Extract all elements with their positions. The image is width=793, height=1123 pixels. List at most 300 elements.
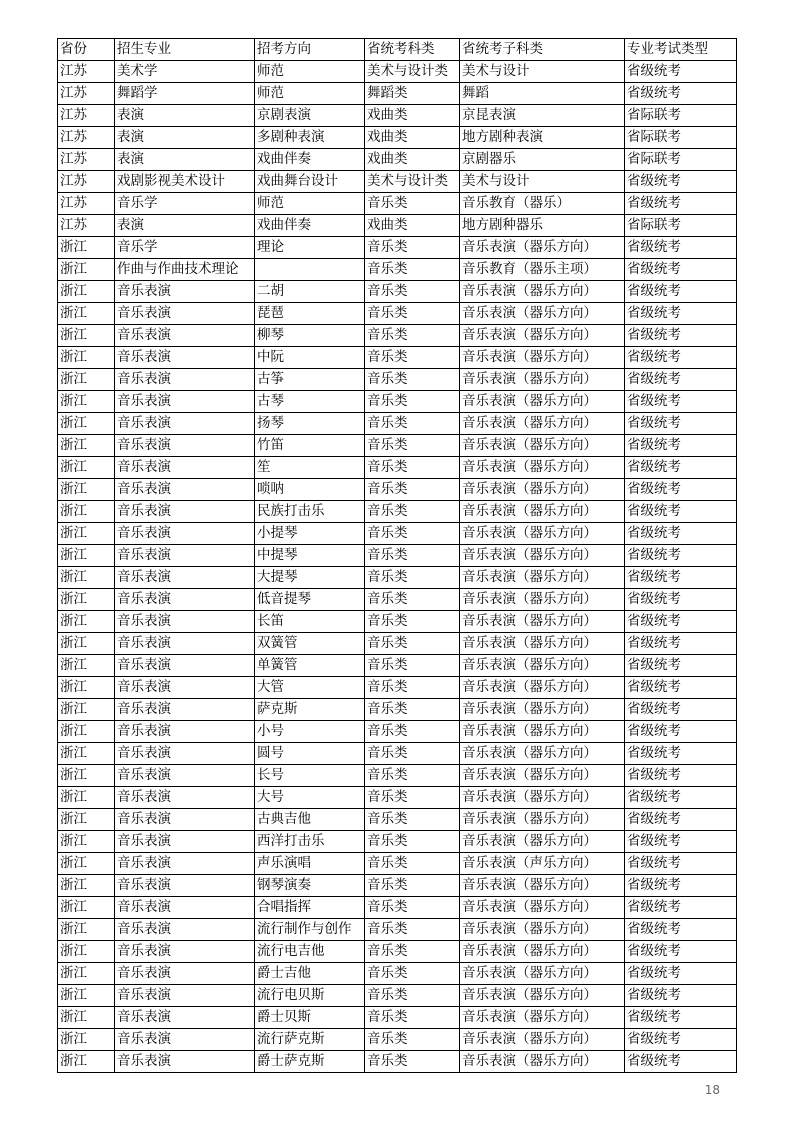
cell-exam-type: 省级统考 (625, 699, 737, 721)
cell-exam-category: 音乐类 (365, 545, 460, 567)
cell-exam-type: 省级统考 (625, 875, 737, 897)
cell-exam-category: 音乐类 (365, 391, 460, 413)
cell-major: 音乐表演 (115, 919, 255, 941)
admissions-table (57, 38, 737, 1073)
cell-direction: 理论 (255, 237, 365, 259)
cell-exam-type: 省级统考 (625, 259, 737, 281)
cell-province: 江苏 (58, 193, 115, 215)
cell-direction: 圆号 (255, 743, 365, 765)
cell-major: 音乐表演 (115, 611, 255, 633)
cell-exam-subcategory: 音乐表演（器乐方向） (460, 391, 625, 413)
cell-exam-type: 省级统考 (625, 919, 737, 941)
cell-exam-category: 音乐类 (365, 1029, 460, 1051)
cell-major: 戏剧影视美术设计 (115, 171, 255, 193)
cell-province: 浙江 (58, 281, 115, 303)
cell-exam-subcategory: 音乐表演（器乐方向） (460, 1007, 625, 1029)
cell-direction: 单簧管 (255, 655, 365, 677)
table-row (58, 853, 737, 875)
cell-direction: 二胡 (255, 281, 365, 303)
cell-exam-type: 省级统考 (625, 413, 737, 435)
cell-exam-type: 省级统考 (625, 743, 737, 765)
cell-exam-type: 省级统考 (625, 589, 737, 611)
cell-direction: 古筝 (255, 369, 365, 391)
cell-exam-type: 省际联考 (625, 105, 737, 127)
cell-province: 江苏 (58, 61, 115, 83)
table-row (58, 479, 737, 501)
cell-exam-type: 省级统考 (625, 1029, 737, 1051)
cell-exam-category: 音乐类 (365, 897, 460, 919)
cell-major: 音乐表演 (115, 875, 255, 897)
cell-province: 浙江 (58, 325, 115, 347)
cell-exam-subcategory: 音乐表演（器乐方向） (460, 523, 625, 545)
cell-exam-category: 音乐类 (365, 1007, 460, 1029)
cell-exam-category: 音乐类 (365, 347, 460, 369)
cell-exam-subcategory: 音乐表演（器乐方向） (460, 435, 625, 457)
cell-direction: 师范 (255, 193, 365, 215)
table-row (58, 545, 737, 567)
cell-exam-category: 音乐类 (365, 633, 460, 655)
cell-direction: 合唱指挥 (255, 897, 365, 919)
cell-exam-type: 省级统考 (625, 303, 737, 325)
cell-major: 音乐表演 (115, 391, 255, 413)
cell-major: 作曲与作曲技术理论 (115, 259, 255, 281)
cell-exam-subcategory: 音乐表演（器乐方向） (460, 677, 625, 699)
cell-major: 音乐表演 (115, 655, 255, 677)
cell-exam-type: 省级统考 (625, 545, 737, 567)
cell-direction: 琵琶 (255, 303, 365, 325)
table-row (58, 501, 737, 523)
cell-exam-type: 省级统考 (625, 809, 737, 831)
header-major: 招生专业 (115, 39, 255, 61)
cell-exam-type: 省级统考 (625, 193, 737, 215)
table-row (58, 897, 737, 919)
cell-exam-type: 省级统考 (625, 501, 737, 523)
cell-province: 浙江 (58, 303, 115, 325)
cell-direction: 西洋打击乐 (255, 831, 365, 853)
table-row (58, 149, 737, 171)
cell-exam-subcategory: 音乐表演（器乐方向） (460, 633, 625, 655)
cell-exam-category: 音乐类 (365, 655, 460, 677)
cell-exam-category: 戏曲类 (365, 127, 460, 149)
cell-direction: 长号 (255, 765, 365, 787)
cell-exam-type: 省级统考 (625, 611, 737, 633)
cell-exam-category: 音乐类 (365, 611, 460, 633)
cell-exam-category: 美术与设计类 (365, 171, 460, 193)
cell-major: 美术学 (115, 61, 255, 83)
table-row (58, 457, 737, 479)
cell-direction: 柳琴 (255, 325, 365, 347)
cell-direction: 戏曲舞台设计 (255, 171, 365, 193)
cell-province: 浙江 (58, 259, 115, 281)
table-row (58, 325, 737, 347)
cell-exam-type: 省级统考 (625, 985, 737, 1007)
cell-exam-category: 音乐类 (365, 479, 460, 501)
cell-exam-subcategory: 音乐表演（器乐方向） (460, 787, 625, 809)
table-row (58, 523, 737, 545)
cell-exam-category: 音乐类 (365, 303, 460, 325)
cell-exam-subcategory: 地方剧种器乐 (460, 215, 625, 237)
cell-major: 音乐表演 (115, 457, 255, 479)
page-number: 18 (704, 1083, 720, 1097)
cell-exam-type: 省际联考 (625, 127, 737, 149)
cell-province: 浙江 (58, 457, 115, 479)
cell-exam-subcategory: 音乐表演（器乐方向） (460, 589, 625, 611)
cell-exam-subcategory: 音乐表演（器乐方向） (460, 457, 625, 479)
cell-exam-subcategory: 音乐表演（器乐方向） (460, 985, 625, 1007)
cell-province: 浙江 (58, 765, 115, 787)
cell-exam-category: 戏曲类 (365, 149, 460, 171)
cell-exam-subcategory: 音乐表演（器乐方向） (460, 699, 625, 721)
cell-direction: 师范 (255, 61, 365, 83)
cell-exam-type: 省际联考 (625, 215, 737, 237)
cell-major: 音乐表演 (115, 567, 255, 589)
cell-direction: 大号 (255, 787, 365, 809)
header-exam-type: 专业考试类型 (625, 39, 737, 61)
cell-direction: 竹笛 (255, 435, 365, 457)
table-row (58, 347, 737, 369)
cell-province: 浙江 (58, 787, 115, 809)
table-row (58, 193, 737, 215)
cell-exam-subcategory: 音乐表演（器乐方向） (460, 325, 625, 347)
cell-exam-category: 音乐类 (365, 831, 460, 853)
cell-exam-type: 省级统考 (625, 831, 737, 853)
cell-direction: 古琴 (255, 391, 365, 413)
cell-exam-category: 音乐类 (365, 721, 460, 743)
table-row (58, 787, 737, 809)
cell-direction: 中阮 (255, 347, 365, 369)
table-row (58, 1007, 737, 1029)
table-row (58, 413, 737, 435)
table-body (58, 61, 737, 1073)
cell-direction: 扬琴 (255, 413, 365, 435)
cell-exam-type: 省级统考 (625, 237, 737, 259)
cell-major: 音乐表演 (115, 545, 255, 567)
cell-province: 江苏 (58, 149, 115, 171)
cell-exam-subcategory: 音乐教育（器乐） (460, 193, 625, 215)
cell-exam-category: 音乐类 (365, 435, 460, 457)
header-exam-category: 省统考科类 (365, 39, 460, 61)
cell-exam-subcategory: 音乐表演（器乐方向） (460, 1051, 625, 1073)
cell-exam-category: 音乐类 (365, 677, 460, 699)
table-row (58, 567, 737, 589)
table-row (58, 303, 737, 325)
table-row (58, 611, 737, 633)
cell-exam-subcategory: 音乐表演（器乐方向） (460, 743, 625, 765)
cell-exam-subcategory: 音乐表演（器乐方向） (460, 567, 625, 589)
cell-exam-type: 省级统考 (625, 457, 737, 479)
cell-province: 浙江 (58, 391, 115, 413)
cell-province: 浙江 (58, 721, 115, 743)
table-row (58, 919, 737, 941)
table-row (58, 127, 737, 149)
cell-exam-category: 音乐类 (365, 809, 460, 831)
cell-exam-category: 音乐类 (365, 589, 460, 611)
table-row (58, 259, 737, 281)
cell-direction: 师范 (255, 83, 365, 105)
table-row (58, 765, 737, 787)
cell-direction: 戏曲伴奏 (255, 215, 365, 237)
cell-exam-subcategory: 地方剧种表演 (460, 127, 625, 149)
cell-direction: 低音提琴 (255, 589, 365, 611)
cell-province: 浙江 (58, 919, 115, 941)
cell-exam-category: 音乐类 (365, 259, 460, 281)
cell-direction: 小提琴 (255, 523, 365, 545)
admissions-table-container (57, 38, 736, 1073)
cell-province: 浙江 (58, 743, 115, 765)
cell-province: 江苏 (58, 171, 115, 193)
cell-exam-category: 音乐类 (365, 1051, 460, 1073)
cell-direction: 笙 (255, 457, 365, 479)
cell-exam-subcategory: 音乐表演（器乐方向） (460, 545, 625, 567)
table-row (58, 985, 737, 1007)
cell-major: 音乐表演 (115, 479, 255, 501)
cell-major: 音乐表演 (115, 677, 255, 699)
cell-exam-type: 省级统考 (625, 435, 737, 457)
cell-major: 音乐表演 (115, 303, 255, 325)
cell-exam-category: 音乐类 (365, 875, 460, 897)
cell-exam-subcategory: 音乐表演（器乐方向） (460, 963, 625, 985)
cell-province: 浙江 (58, 853, 115, 875)
table-row (58, 743, 737, 765)
cell-major: 音乐表演 (115, 831, 255, 853)
cell-province: 江苏 (58, 127, 115, 149)
cell-province: 浙江 (58, 699, 115, 721)
cell-exam-subcategory: 音乐表演（器乐方向） (460, 655, 625, 677)
cell-direction: 声乐演唱 (255, 853, 365, 875)
cell-exam-type: 省级统考 (625, 61, 737, 83)
cell-exam-category: 音乐类 (365, 963, 460, 985)
cell-exam-subcategory: 音乐表演（器乐方向） (460, 1029, 625, 1051)
table-row (58, 875, 737, 897)
cell-exam-subcategory: 舞蹈 (460, 83, 625, 105)
table-row (58, 215, 737, 237)
cell-direction: 流行电贝斯 (255, 985, 365, 1007)
cell-major: 音乐表演 (115, 347, 255, 369)
cell-direction: 双簧管 (255, 633, 365, 655)
cell-exam-subcategory: 音乐教育（器乐主项） (460, 259, 625, 281)
cell-direction: 爵士贝斯 (255, 1007, 365, 1029)
cell-province: 浙江 (58, 589, 115, 611)
cell-exam-category: 音乐类 (365, 699, 460, 721)
table-row (58, 831, 737, 853)
cell-exam-subcategory: 音乐表演（器乐方向） (460, 875, 625, 897)
cell-exam-category: 音乐类 (365, 413, 460, 435)
cell-exam-type: 省级统考 (625, 721, 737, 743)
cell-direction: 爵士萨克斯 (255, 1051, 365, 1073)
cell-province: 江苏 (58, 215, 115, 237)
header-exam-subcategory: 省统考子科类 (460, 39, 625, 61)
cell-exam-category: 音乐类 (365, 787, 460, 809)
cell-exam-subcategory: 音乐表演（器乐方向） (460, 413, 625, 435)
cell-major: 音乐表演 (115, 941, 255, 963)
cell-exam-category: 音乐类 (365, 457, 460, 479)
cell-direction: 流行制作与创作 (255, 919, 365, 941)
table-row (58, 171, 737, 193)
table-row (58, 435, 737, 457)
table-row (58, 589, 737, 611)
cell-major: 音乐表演 (115, 721, 255, 743)
cell-exam-subcategory: 音乐表演（器乐方向） (460, 809, 625, 831)
cell-major: 音乐表演 (115, 523, 255, 545)
cell-major: 表演 (115, 127, 255, 149)
cell-exam-subcategory: 音乐表演（器乐方向） (460, 501, 625, 523)
cell-major: 音乐表演 (115, 1029, 255, 1051)
cell-major: 音乐表演 (115, 501, 255, 523)
cell-direction: 大管 (255, 677, 365, 699)
cell-major: 音乐表演 (115, 281, 255, 303)
cell-province: 浙江 (58, 501, 115, 523)
table-row (58, 281, 737, 303)
cell-major: 音乐表演 (115, 963, 255, 985)
cell-exam-category: 舞蹈类 (365, 83, 460, 105)
cell-exam-type: 省级统考 (625, 787, 737, 809)
cell-direction: 流行电吉他 (255, 941, 365, 963)
cell-exam-type: 省级统考 (625, 941, 737, 963)
cell-province: 浙江 (58, 413, 115, 435)
cell-major: 音乐表演 (115, 809, 255, 831)
table-row (58, 391, 737, 413)
cell-province: 江苏 (58, 83, 115, 105)
cell-major: 音乐表演 (115, 985, 255, 1007)
cell-major: 舞蹈学 (115, 83, 255, 105)
cell-province: 浙江 (58, 941, 115, 963)
cell-exam-subcategory: 京昆表演 (460, 105, 625, 127)
cell-exam-type: 省级统考 (625, 325, 737, 347)
cell-direction: 大提琴 (255, 567, 365, 589)
cell-province: 浙江 (58, 237, 115, 259)
table-row (58, 941, 737, 963)
cell-province: 浙江 (58, 1029, 115, 1051)
cell-major: 音乐表演 (115, 369, 255, 391)
cell-major: 音乐表演 (115, 765, 255, 787)
cell-exam-type: 省际联考 (625, 149, 737, 171)
table-row (58, 809, 737, 831)
cell-province: 浙江 (58, 435, 115, 457)
cell-exam-subcategory: 音乐表演（器乐方向） (460, 831, 625, 853)
cell-direction: 小号 (255, 721, 365, 743)
cell-exam-type: 省级统考 (625, 281, 737, 303)
cell-province: 浙江 (58, 1007, 115, 1029)
cell-exam-type: 省级统考 (625, 677, 737, 699)
cell-exam-category: 音乐类 (365, 369, 460, 391)
cell-direction: 长笛 (255, 611, 365, 633)
cell-direction: 唢呐 (255, 479, 365, 501)
cell-exam-category: 音乐类 (365, 919, 460, 941)
cell-exam-type: 省级统考 (625, 369, 737, 391)
cell-major: 音乐表演 (115, 853, 255, 875)
table-row (58, 677, 737, 699)
cell-exam-subcategory: 音乐表演（器乐方向） (460, 303, 625, 325)
cell-exam-subcategory: 美术与设计 (460, 61, 625, 83)
cell-exam-type: 省级统考 (625, 655, 737, 677)
cell-province: 浙江 (58, 1051, 115, 1073)
cell-province: 浙江 (58, 985, 115, 1007)
cell-major: 音乐表演 (115, 413, 255, 435)
cell-exam-subcategory: 音乐表演（器乐方向） (460, 479, 625, 501)
table-row (58, 699, 737, 721)
cell-major: 表演 (115, 105, 255, 127)
cell-exam-category: 音乐类 (365, 237, 460, 259)
cell-major: 音乐学 (115, 193, 255, 215)
table-row (58, 721, 737, 743)
cell-province: 浙江 (58, 677, 115, 699)
cell-province: 浙江 (58, 479, 115, 501)
cell-direction: 戏曲伴奏 (255, 149, 365, 171)
table-row (58, 237, 737, 259)
cell-exam-subcategory: 音乐表演（器乐方向） (460, 611, 625, 633)
cell-major: 音乐表演 (115, 633, 255, 655)
table-row (58, 105, 737, 127)
cell-direction: 钢琴演奏 (255, 875, 365, 897)
cell-exam-type: 省级统考 (625, 1007, 737, 1029)
table-row (58, 963, 737, 985)
cell-exam-category: 音乐类 (365, 765, 460, 787)
cell-exam-subcategory: 音乐表演（器乐方向） (460, 765, 625, 787)
cell-direction: 古典吉他 (255, 809, 365, 831)
table-row (58, 83, 737, 105)
cell-major: 音乐表演 (115, 699, 255, 721)
cell-direction: 萨克斯 (255, 699, 365, 721)
header-direction: 招考方向 (255, 39, 365, 61)
cell-exam-type: 省级统考 (625, 897, 737, 919)
table-row (58, 633, 737, 655)
cell-exam-subcategory: 音乐表演（器乐方向） (460, 281, 625, 303)
table-row (58, 1029, 737, 1051)
cell-province: 浙江 (58, 567, 115, 589)
cell-major: 音乐表演 (115, 787, 255, 809)
cell-direction: 京剧表演 (255, 105, 365, 127)
cell-province: 浙江 (58, 369, 115, 391)
cell-exam-subcategory: 音乐表演（器乐方向） (460, 721, 625, 743)
cell-exam-category: 音乐类 (365, 325, 460, 347)
cell-exam-category: 音乐类 (365, 985, 460, 1007)
table-row (58, 1051, 737, 1073)
cell-exam-category: 音乐类 (365, 567, 460, 589)
cell-major: 音乐表演 (115, 589, 255, 611)
cell-major: 表演 (115, 149, 255, 171)
cell-exam-type: 省级统考 (625, 391, 737, 413)
cell-exam-type: 省级统考 (625, 523, 737, 545)
table-row (58, 369, 737, 391)
cell-exam-category: 音乐类 (365, 193, 460, 215)
cell-exam-category: 音乐类 (365, 501, 460, 523)
cell-exam-category: 音乐类 (365, 523, 460, 545)
cell-major: 表演 (115, 215, 255, 237)
cell-direction: 流行萨克斯 (255, 1029, 365, 1051)
table-row (58, 655, 737, 677)
cell-exam-type: 省级统考 (625, 83, 737, 105)
cell-direction (255, 259, 365, 281)
cell-major: 音乐表演 (115, 1051, 255, 1073)
cell-direction: 民族打击乐 (255, 501, 365, 523)
cell-exam-subcategory: 音乐表演（器乐方向） (460, 941, 625, 963)
cell-major: 音乐表演 (115, 1007, 255, 1029)
cell-exam-subcategory: 音乐表演（器乐方向） (460, 897, 625, 919)
cell-province: 浙江 (58, 611, 115, 633)
cell-exam-subcategory: 京剧器乐 (460, 149, 625, 171)
cell-exam-category: 音乐类 (365, 941, 460, 963)
cell-exam-type: 省级统考 (625, 171, 737, 193)
cell-province: 江苏 (58, 105, 115, 127)
cell-exam-category: 音乐类 (365, 853, 460, 875)
cell-direction: 中提琴 (255, 545, 365, 567)
cell-exam-subcategory: 音乐表演（器乐方向） (460, 369, 625, 391)
cell-exam-category: 戏曲类 (365, 215, 460, 237)
cell-province: 浙江 (58, 633, 115, 655)
cell-exam-type: 省级统考 (625, 853, 737, 875)
cell-province: 浙江 (58, 347, 115, 369)
cell-province: 浙江 (58, 963, 115, 985)
